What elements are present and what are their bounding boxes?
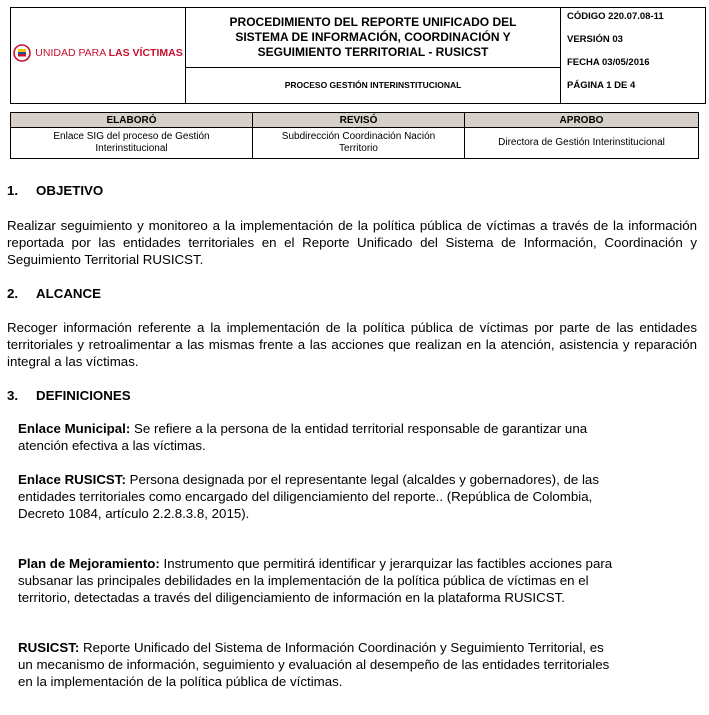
title-line: SISTEMA DE INFORMACIÓN, COORDINACIÓN Y [235, 29, 511, 44]
value-line: Interinstitucional [95, 143, 168, 154]
signature-table [10, 112, 699, 159]
section-number: 1. [7, 183, 19, 198]
definition-text: Instrumento que permitirá identificar y jerarquizar las factibles acciones para subsanar las principales debilidades en la implementación de la política pública de víctimas en el territorio, detectadas a través del diligenciamiento de información en la plataforma RUSICST. [18, 556, 613, 605]
value-line: Directora de Gestión Interinstitucional [498, 137, 665, 148]
section-body-alcance: Recoger información referente a la implementación de la política pública de víctimas por parte de las entidades territoriales y retroalimentar a las mismas frente a las acciones que realizan en la atención, asistencia y reparación integral a las víctimas. [7, 320, 697, 369]
section-heading-definiciones [7, 387, 697, 404]
colombia-seal-icon [13, 44, 31, 62]
definition-text: Reporte Unificado del Sistema de Información Coordinación y Seguimiento Territorial, es un mecanismo de información, seguimiento y evaluación al desempeño de las entidades territoriales en la implementación de la política pública de víctimas. [18, 640, 610, 689]
logo-text-light: UNIDAD PARA [35, 47, 109, 59]
definition-enlace-municipal [18, 420, 618, 454]
header-reviso: REVISÓ [253, 113, 465, 128]
logo-text-bold: LAS VÍCTIMAS [108, 47, 183, 59]
definition-term: RUSICST: [18, 640, 80, 655]
header-aprobo: APROBO [465, 113, 699, 128]
section-title: DEFINICIONES [36, 388, 131, 403]
document-body [7, 182, 697, 690]
value-line: Territorio [339, 143, 378, 154]
document-header-table [10, 7, 706, 104]
document-code: CÓDIGO 220.07.08-11 [567, 11, 664, 22]
process-name: PROCESO GESTIÓN INTERINSTITUCIONAL [186, 67, 561, 103]
section-title: ALCANCE [36, 286, 102, 301]
header-elaboro: ELABORÓ [11, 113, 253, 128]
section-heading-alcance [7, 285, 697, 302]
definition-enlace-rusicst [18, 471, 618, 522]
elaboro-value [11, 128, 253, 159]
section-number: 3. [7, 388, 19, 403]
section-heading-objetivo [7, 182, 697, 199]
value-line: Subdirección Coordinación Nación [281, 131, 436, 142]
document-title [186, 8, 561, 68]
aprobo-value [465, 128, 699, 159]
logo-cell [11, 8, 186, 104]
unidad-victimas-logo [13, 44, 182, 62]
title-line: PROCEDIMIENTO DEL REPORTE UNIFICADO DEL [229, 14, 517, 29]
section-title: OBJETIVO [36, 183, 104, 198]
definition-plan-mejoramiento [18, 555, 618, 606]
value-line: Enlace SIG del proceso de Gestión [53, 131, 210, 142]
section-number: 2. [7, 286, 19, 301]
definition-text: Se refiere a la persona de la entidad territorial responsable de garantizar una atención efectiva a las víctimas. [18, 421, 588, 453]
definition-rusicst [18, 639, 618, 690]
definition-term: Enlace RUSICST: [18, 472, 126, 487]
document-page: PÁGINA 1 DE 4 [567, 80, 636, 91]
reviso-value [253, 128, 465, 159]
definition-text: Persona designada por el representante legal (alcaldes y gobernadores), de las entidades territoriales como encargado del diligenciamiento del reporte.. (República de Colombia, Decreto 1084, artículo 2.2.8.3.8, 2015). [18, 472, 599, 521]
definition-term: Enlace Municipal: [18, 421, 131, 436]
definition-term: Plan de Mejoramiento: [18, 556, 160, 571]
section-body-objetivo: Realizar seguimiento y monitoreo a la implementación de la política pública de víctimas a través de la información reportada por las entidades territoriales en el Reporte Unificado del Sistema de Información, Coordinación y Seguimiento Territorial RUSICST. [7, 218, 697, 267]
document-metadata [561, 8, 706, 104]
title-line: SEGUIMIENTO TERRITORIAL - RUSICST [257, 44, 489, 59]
document-date: FECHA 03/05/2016 [567, 57, 650, 68]
document-version: VERSIÓN 03 [567, 34, 623, 45]
